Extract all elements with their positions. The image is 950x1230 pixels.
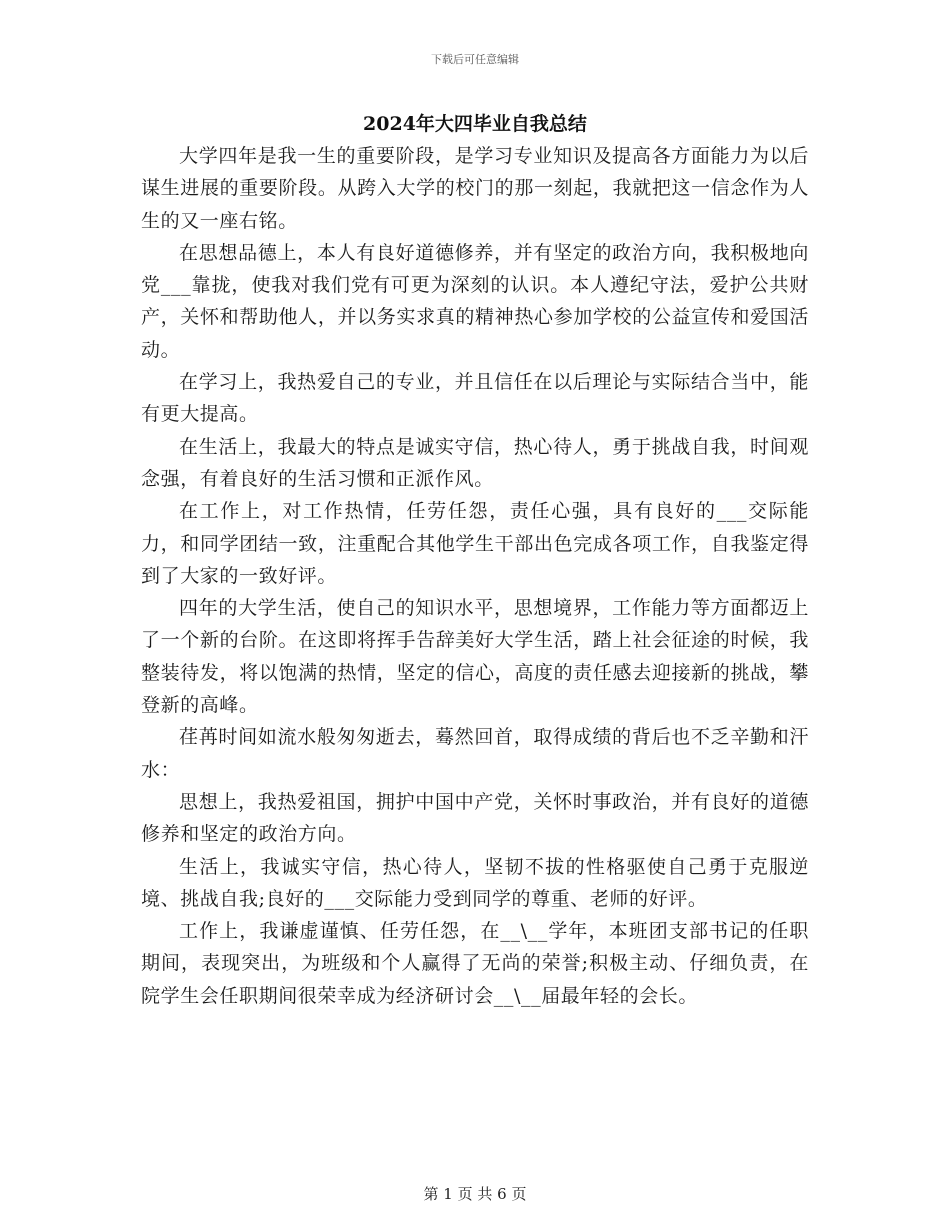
paragraph: 思想上，我热爱祖国，拥护中国中产党，关怀时事政治，并有良好的道德修养和坚定的政治方向。 bbox=[141, 790, 809, 846]
paragraph: 在学习上，我热爱自己的专业，并且信任在以后理论与实际结合当中，能有更大提高。 bbox=[141, 371, 809, 426]
page-number: 第 1 页 共 6 页 bbox=[423, 1185, 527, 1203]
paragraph: 荏苒时间如流水般匆匆逝去，蓦然回首，取得成绩的背后也不乏辛勤和汗水： bbox=[141, 726, 809, 781]
paragraph: 在思想品德上，本人有良好道德修养，并有坚定的政治方向，我积极地向党___靠拢，使我对我们党有可更为深刻的认识。本人遵纪守法，爱护公共财产，关怀和帮助他人，并以务实求真的精神热心参加学校的公益宣传和爱国活动。 bbox=[141, 241, 809, 361]
page-header-note: 下载后可任意编辑 bbox=[431, 53, 519, 66]
paragraph: 四年的大学生活，使自己的知识水平，思想境界，工作能力等方面都迈上了一个新的台阶。在这即将挥手告辞美好大学生活，踏上社会征途的时候，我整装待发，将以饱满的热情，坚定的信心，高度的责任感去迎接新的挑战，攀登新的高峰。 bbox=[141, 597, 809, 717]
paragraph: 生活上，我诚实守信，热心待人，坚韧不拔的性格驱使自己勇于克服逆境、挑战自我;良好的___交际能力受到同学的尊重、老师的好评。 bbox=[141, 855, 809, 910]
document-body bbox=[141, 140, 809, 1012]
paragraph: 大学四年是我一生的重要阶段，是学习专业知识及提高各方面能力为以后谋生进展的重要阶段。从跨入大学的校门的那一刻起，我就把这一信念作为人生的又一座右铭。 bbox=[141, 145, 809, 232]
paragraph: 在生活上，我最大的特点是诚实守信，热心待人，勇于挑战自我，时间观念强，有着良好的生活习惯和正派作风。 bbox=[141, 435, 809, 490]
paragraph: 工作上，我谦虚谨慎、任劳任怨，在__\__学年，本班团支部书记的任职期间，表现突出，为班级和个人赢得了无尚的荣誉;积极主动、仔细负责，在院学生会任职期间很荣幸成为经济研讨会__\__届最年轻的会长。 bbox=[141, 920, 809, 1007]
document-title: 2024年大四毕业自我总结 bbox=[363, 113, 587, 135]
paragraph: 在工作上，对工作热情，任劳任怨，责任心强，具有良好的___交际能力，和同学团结一致，注重配合其他学生干部出色完成各项工作，自我鉴定得到了大家的一致好评。 bbox=[141, 500, 809, 587]
